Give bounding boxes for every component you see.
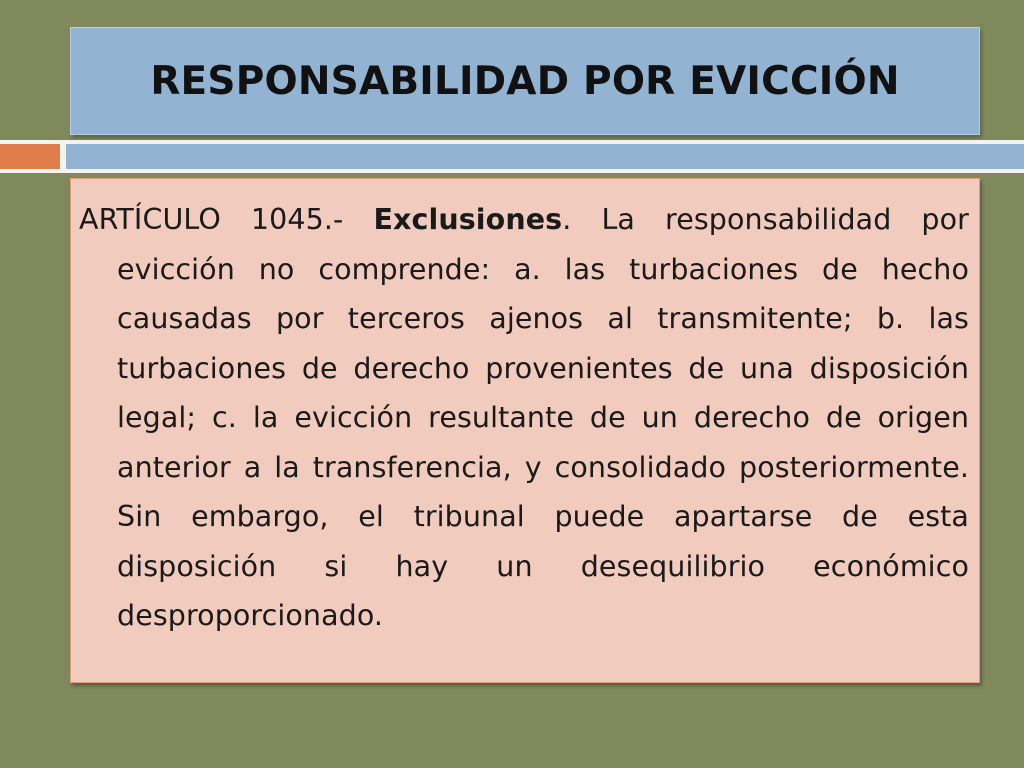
article-paragraph	[79, 195, 969, 641]
slide-title: RESPONSABILIDAD POR EVICCIÓN	[150, 58, 900, 104]
article-number: ARTÍCULO 1045.-	[79, 203, 344, 236]
content-box	[70, 178, 980, 683]
article-heading-punct: .	[562, 203, 572, 236]
article-body: La responsabilidad por evicción no comprende: a. las turbaciones de hecho causadas por terceros ajenos al transmitente; b. las turbaciones de derecho provenientes de una disposición legal; c. la evicción resultante de un derecho de origen anterior a la transferencia, y consolidado posteriormente. Sin embargo, el tribunal puede apartarse de esta disposición si hay un desequilibrio económico desproporcionado.	[117, 203, 969, 632]
accent-bar-blue	[66, 144, 1024, 169]
article-heading: Exclusiones	[373, 203, 563, 236]
accent-bar-orange	[0, 144, 60, 169]
title-box	[70, 27, 980, 135]
